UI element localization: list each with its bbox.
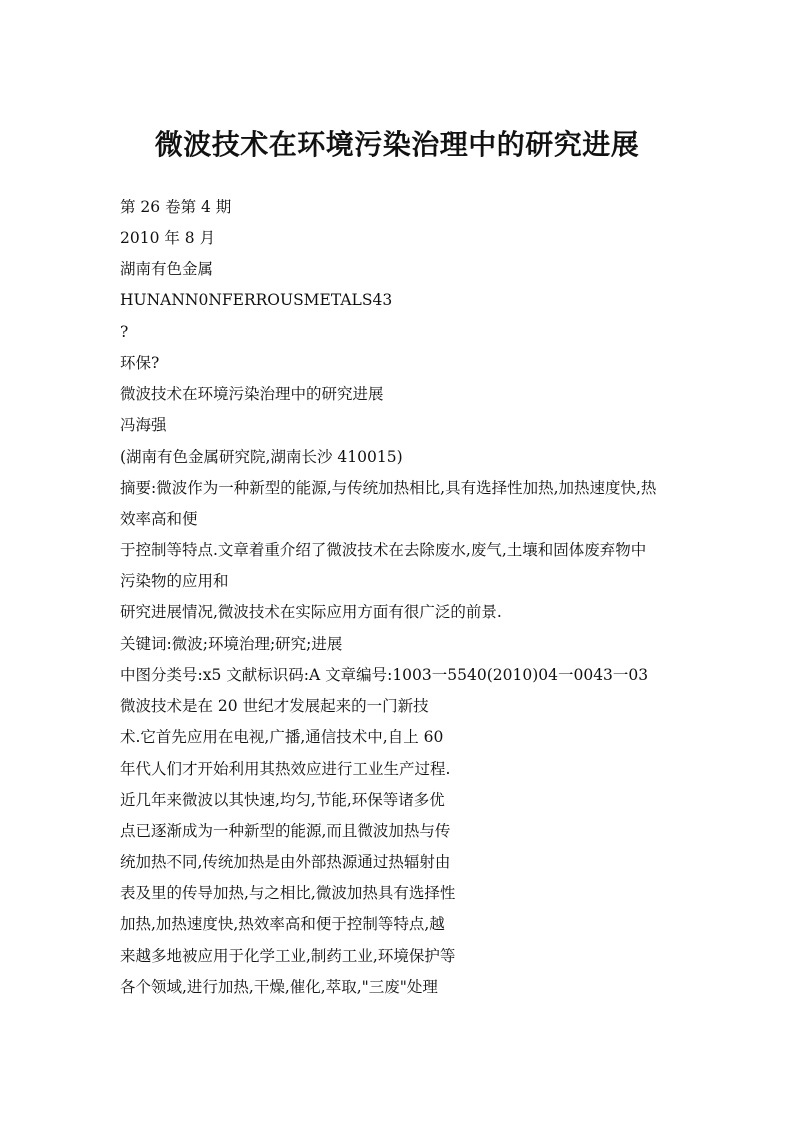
journal-name-english-line: HUNANN0NFERROUSMETALS43 — [120, 291, 393, 309]
body-text-line: 各个领域,进行加热,干燥,催化,萃取,"三废"处理 — [120, 978, 438, 996]
journal-name-line: 湖南有色金属 — [120, 260, 214, 278]
volume-issue-line: 第 26 卷第 4 期 — [120, 198, 232, 216]
body-text-line: 微波技术是在 20 世纪才发展起来的一门新技 — [120, 697, 429, 715]
body-text-line: 加热,加热速度快,热效率高和便于控制等特点,越 — [120, 915, 445, 933]
body-text-line: 术.它首先应用在电视,广播,通信技术中,自上 60 — [120, 728, 444, 746]
body-text-line: 年代人们才开始利用其热效应进行工业生产过程. — [120, 760, 451, 778]
abstract-line: 污染物的应用和 — [120, 572, 229, 590]
document-title: 微波技术在环境污染治理中的研究进展 — [154, 128, 640, 161]
body-text-line: 近几年来微波以其快速,均匀,节能,环保等诸多优 — [120, 791, 445, 809]
body-text-line: 统加热不同,传统加热是由外部热源通过热辐射由 — [120, 853, 451, 871]
body-text-line: 点已逐渐成为一种新型的能源,而且微波加热与传 — [120, 822, 451, 840]
classification-line: 中图分类号:x5 文献标识码:A 文章编号:1003一5540(2010)04一0043一03 — [120, 666, 649, 684]
date-line: 2010 年 8 月 — [120, 229, 216, 247]
abstract-line: 效率高和便 — [120, 510, 198, 528]
body-text-line: 表及里的传导加热,与之相比,微波加热具有选择性 — [120, 884, 456, 902]
abstract-line: 于控制等特点.文章着重介绍了微波技术在去除废水,废气,土壤和固体废弃物中 — [120, 541, 647, 559]
body-text-line: 来越多地被应用于化学工业,制药工业,环境保护等 — [120, 947, 456, 965]
abstract-line: 摘要:微波作为一种新型的能源,与传统加热相比,具有选择性加热,加热速度快,热 — [120, 479, 657, 497]
unknown-symbol-line: ? — [120, 323, 129, 341]
affiliation-line: (湖南有色金属研究院,湖南长沙 410015) — [120, 448, 403, 466]
author-line: 冯海强 — [120, 416, 167, 434]
abstract-line: 研究进展情况,微波技术在实际应用方面有很广泛的前景. — [120, 603, 502, 621]
keywords-line: 关键词:微波;环境治理;研究;进展 — [120, 635, 343, 653]
section-label-line: 环保? — [120, 354, 160, 372]
article-title-line: 微波技术在环境污染治理中的研究进展 — [120, 385, 384, 403]
